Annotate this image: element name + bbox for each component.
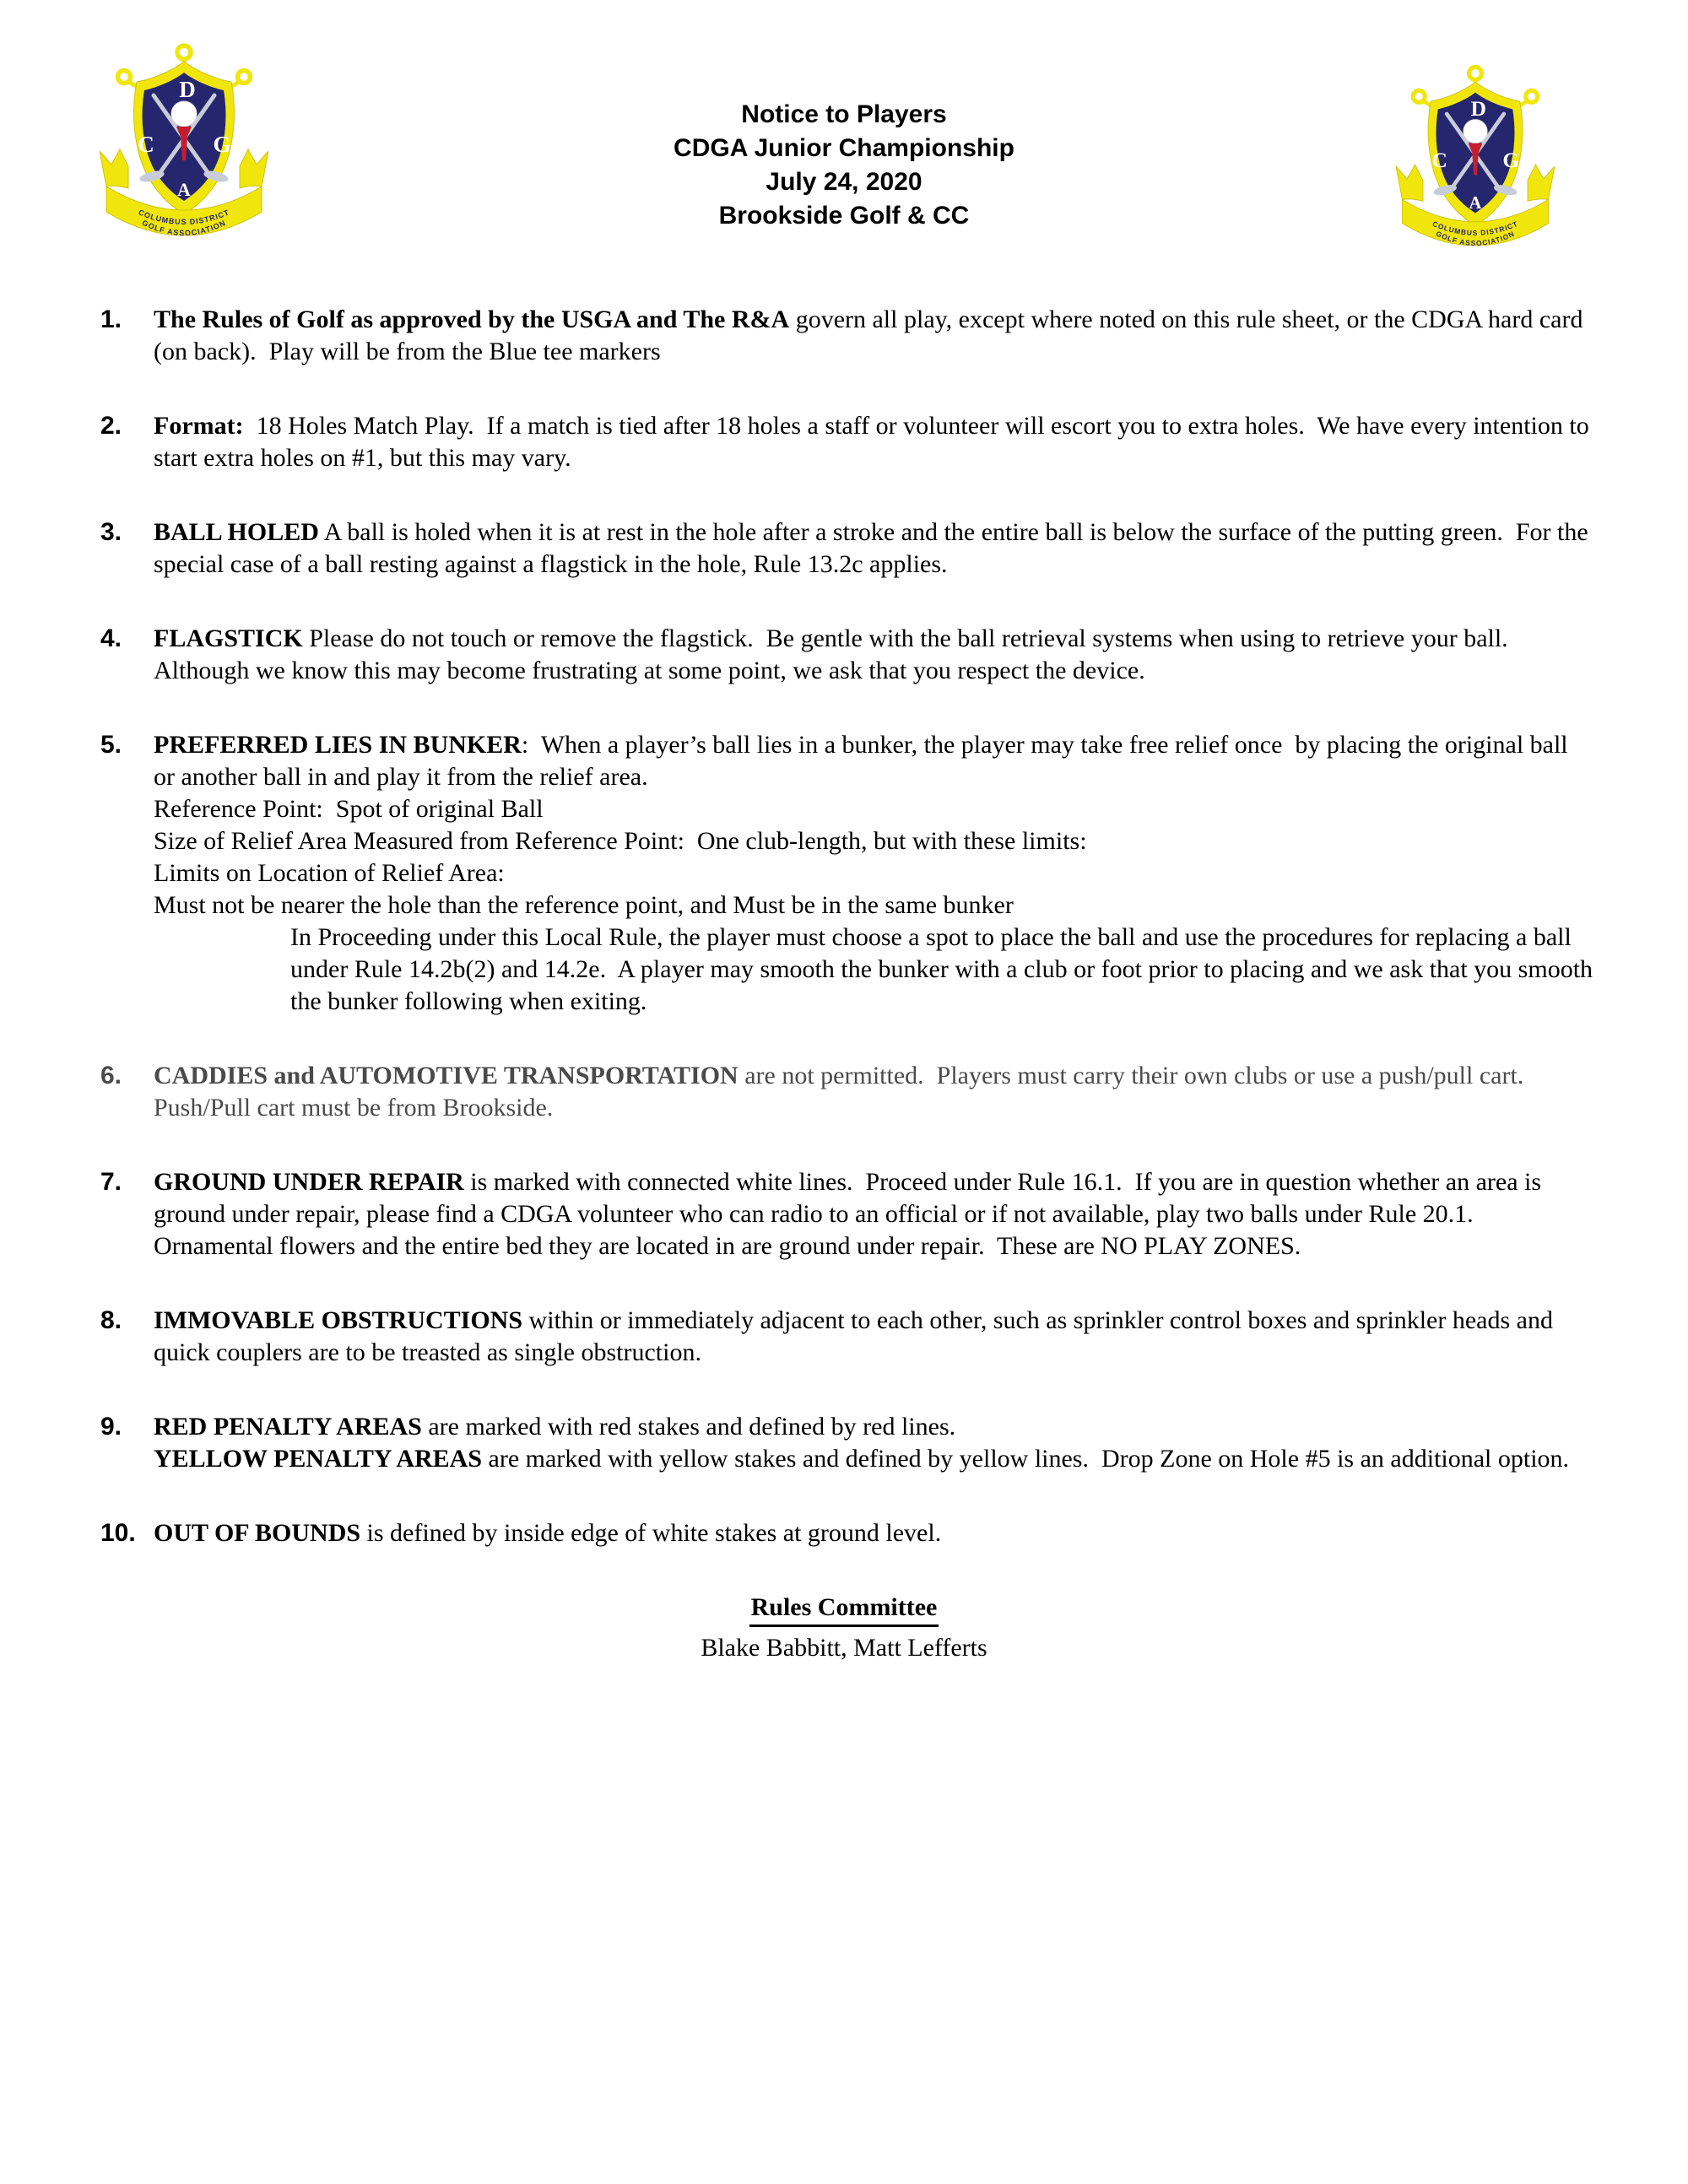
rule-paragraph xyxy=(154,793,1595,825)
rule-paragraph xyxy=(154,1517,1595,1549)
rule-paragraph xyxy=(154,1305,1595,1369)
rule-body-text: are marked with red stakes and defined by red lines. xyxy=(421,1413,956,1441)
rule-lead-text: Format: xyxy=(154,412,244,440)
rule-body-text: In Proceeding under this Local Rule, the player must choose a spot to place the ball and use the procedures for replacing a ball under Rule 14.2b(2) and 14.2e. A player may smooth the bunker with a club or foot prior to placing and we ask that you smooth the bunker following when exiting. xyxy=(290,923,1593,1015)
rule-lead-text: PREFERRED LIES IN BUNKER xyxy=(154,731,522,759)
rule-paragraph xyxy=(154,729,1595,793)
rule-lead-text: RED PENALTY AREAS xyxy=(154,1413,422,1441)
rule-number: 1. xyxy=(100,305,122,333)
cdga-crest-logo-right xyxy=(1396,62,1555,270)
rule-paragraph xyxy=(154,889,1595,922)
rule-number: 8. xyxy=(100,1306,122,1334)
rule-paragraph xyxy=(154,1443,1595,1475)
rule-lead-text: IMMOVABLE OBSTRUCTIONS xyxy=(154,1306,523,1334)
rule-lead-text: FLAGSTICK xyxy=(154,624,303,652)
rule-number: 2. xyxy=(100,412,122,440)
header-venue: Brookside Golf & CC xyxy=(718,202,970,230)
rule-number: 9. xyxy=(100,1413,122,1441)
rule-paragraph xyxy=(154,922,1595,1018)
rule-body-text: are not permitted. Players must carry their own clubs or use a push/pull cart. Push/Pull cart must be from Brookside. xyxy=(154,1062,1530,1122)
rule-item xyxy=(100,729,1595,1018)
rule-paragraph xyxy=(154,410,1595,474)
rule-body-text: : When a player’s ball lies in a bunker, the player may take free relief once by placing the original ball or another ball in and play it from the relief area. xyxy=(154,731,1568,791)
rule-item xyxy=(100,516,1595,581)
rule-lead-text: BALL HOLED xyxy=(154,518,319,546)
rule-number: 5. xyxy=(100,731,122,759)
rule-lead-text: OUT OF BOUNDS xyxy=(154,1519,361,1547)
rule-item xyxy=(100,1411,1595,1475)
rule-number: 7. xyxy=(100,1168,122,1196)
rule-item xyxy=(100,1060,1595,1124)
rule-body-text: are marked with yellow stakes and defined by yellow lines. Drop Zone on Hole #5 is an additional option. xyxy=(482,1445,1570,1473)
header-title: Notice to Players xyxy=(741,100,947,128)
rule-body-text: A ball is holed when it is at rest in the hole after a stroke and the entire ball is below the surface of the putting green. For the special case of a ball resting against a flagstick in the hole, Rule 13.2c applies. xyxy=(154,518,1588,578)
rule-body-text: within or immediately adjacent to each other, such as sprinkler control boxes and sprinkler heads and quick couplers are to be treasted as single obstruction. xyxy=(154,1306,1553,1366)
rule-paragraph xyxy=(154,825,1595,857)
rule-body-text: 18 Holes Match Play. If a match is tied after 18 holes a staff or volunteer will escort you to extra holes. We have every intention to start extra holes on #1, but this may vary. xyxy=(154,412,1589,472)
rule-paragraph xyxy=(154,857,1595,889)
rule-item xyxy=(100,1517,1595,1549)
rule-paragraph xyxy=(154,304,1595,368)
rule-lead-text: CADDIES and AUTOMOTIVE TRANSPORTATION xyxy=(154,1062,738,1089)
rule-item xyxy=(100,1305,1595,1369)
header-event: CDGA Junior Championship xyxy=(674,134,1014,162)
rule-paragraph xyxy=(154,1060,1595,1124)
rule-body-text: Please do not touch or remove the flagstick. Be gentle with the ball retrieval systems when using to retrieve your ball. Although we know this may become frustrating at some point, we ask that you respect the device. xyxy=(154,624,1515,684)
rule-body-text: Size of Relief Area Measured from Reference Point: One club-length, but with these limits: xyxy=(154,827,1087,855)
rule-lead-text: GROUND UNDER REPAIR xyxy=(154,1168,464,1196)
rule-item xyxy=(100,623,1595,687)
rule-lead-text: YELLOW PENALTY AREAS xyxy=(154,1445,483,1473)
rule-item xyxy=(100,304,1595,368)
rule-body-text: Must not be nearer the hole than the reference point, and Must be in the same bunker xyxy=(154,891,1014,919)
committee-heading-row xyxy=(0,1592,1688,1627)
rules-committee-heading: Rules Committee xyxy=(749,1592,939,1627)
rule-paragraph xyxy=(154,1230,1595,1262)
rule-body-text: Reference Point: Spot of original Ball xyxy=(154,795,544,823)
rule-paragraph xyxy=(154,1411,1595,1443)
rule-number: 6. xyxy=(100,1062,122,1089)
rule-paragraph xyxy=(154,623,1595,687)
rule-body-text: is marked with connected white lines. Proceed under Rule 16.1. If you are in question whether an area is ground under repair, please find a CDGA volunteer who can radio to an official or if not available, play two balls under Rule 20.1. xyxy=(154,1168,1542,1228)
rule-body-text: govern all play, except where noted on this rule sheet, or the CDGA hard card (on back). Play will be from the Blue tee markers xyxy=(154,305,1583,365)
rule-number: 10. xyxy=(100,1519,136,1547)
rule-body-text: Ornamental flowers and the entire bed they are located in are ground under repair. These are NO PLAY ZONES. xyxy=(154,1232,1301,1260)
rule-number: 4. xyxy=(100,624,122,652)
rule-item xyxy=(100,410,1595,474)
rule-item xyxy=(100,1166,1595,1262)
rules-list xyxy=(0,304,1688,1549)
rule-paragraph xyxy=(154,1166,1595,1230)
document-footer xyxy=(0,1592,1688,1664)
committee-names: Blake Babbitt, Matt Lefferts xyxy=(701,1634,987,1662)
rule-body-text: is defined by inside edge of white stakes at ground level. xyxy=(360,1519,942,1547)
rule-paragraph xyxy=(154,516,1595,581)
cdga-crest-logo-left xyxy=(100,41,268,262)
rule-lead-text: The Rules of Golf as approved by the USGA and The R&A xyxy=(154,305,790,333)
rule-body-text: Limits on Location of Relief Area: xyxy=(154,859,505,887)
rule-number: 3. xyxy=(100,518,122,546)
header-date: July 24, 2020 xyxy=(766,168,922,196)
